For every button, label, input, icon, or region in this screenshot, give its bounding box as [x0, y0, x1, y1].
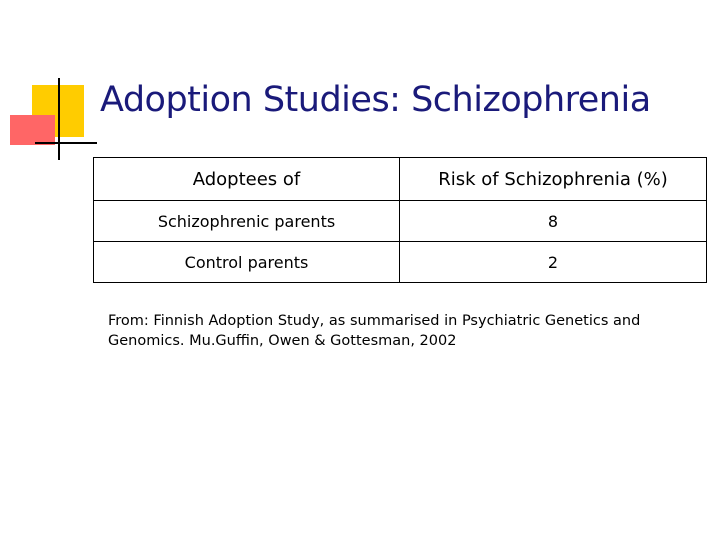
logo-horizontal-line [35, 142, 97, 144]
source-line-1: From: Finnish Adoption Study, as summarised in Psychiatric Genetics and [108, 313, 641, 329]
table-header-row [94, 158, 707, 201]
cell-group: Control parents [94, 242, 400, 283]
header-risk: Risk of Schizophrenia (%) [400, 158, 707, 201]
table-row [94, 201, 707, 242]
logo-red-rectangle [10, 115, 55, 145]
cell-group: Schizophrenic parents [94, 201, 400, 242]
cell-risk: 2 [400, 242, 707, 283]
source-line-2: Genomics. Mu.Guffin, Owen & Gottesman, 2002 [108, 333, 457, 349]
header-adoptees-of: Adoptees of [94, 158, 400, 201]
logo-vertical-line [58, 78, 60, 160]
source-note [108, 311, 668, 351]
slide-title: Adoption Studies: Schizophrenia [100, 80, 651, 120]
cell-risk: 8 [400, 201, 707, 242]
decorative-logo [0, 0, 100, 170]
risk-table [93, 157, 707, 283]
table-row [94, 242, 707, 283]
